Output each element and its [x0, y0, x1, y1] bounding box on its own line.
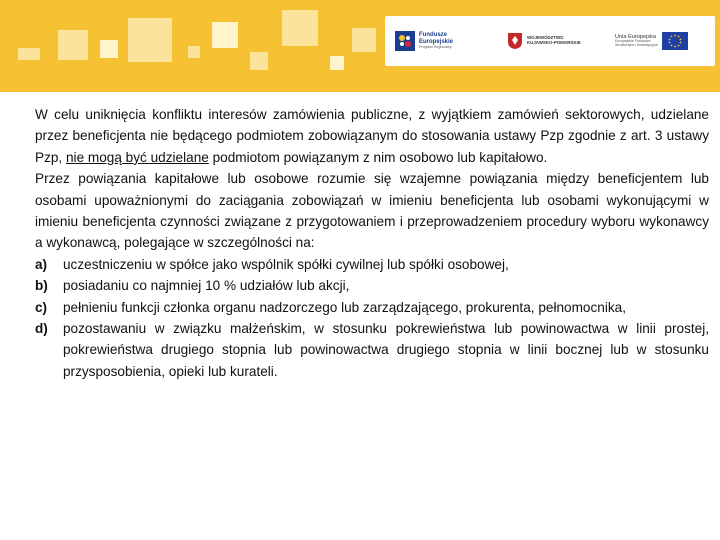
list-item-marker: a) — [35, 256, 48, 272]
coat-of-arms-icon — [507, 32, 523, 50]
list-item-text: pozostawaniu w związku małżeńskim, w stosunku pokrewieństwa lub powinowactwa w linii prostej, pokrewieństwa drugiego stopnia lub powinowactwa drugiego stopnia w linii bocznej lub w stosunku przysposobienia, opieki lub kurateli. — [63, 321, 709, 379]
eu-flag-icon — [662, 32, 688, 50]
header-decoration — [188, 46, 200, 58]
fundusze-name-line2: Europejskie — [419, 39, 454, 46]
header-decoration — [352, 28, 376, 52]
list-item — [35, 275, 709, 296]
list-item-text: pełnieniu funkcji członka organu nadzorczego lub zarządzającego, prokurenta, pełnomocnika, — [63, 299, 626, 315]
region-name-line2: KUJAWSKO-POMORSKIE — [527, 40, 581, 45]
fundusze-subtitle: Program Regionalny — [419, 44, 452, 49]
logo-strip — [385, 16, 715, 66]
header-decoration — [100, 40, 118, 58]
eu-subtitle-line1: Europejskie Fundusze — [615, 39, 651, 44]
header-decoration — [282, 10, 318, 46]
region-logo — [507, 16, 581, 66]
fundusze-logo-text — [419, 32, 453, 49]
paragraph1-underlined-text: nie mogą być udzielane — [65, 149, 209, 165]
list-item — [35, 318, 709, 382]
fundusze-europejskie-logo — [395, 16, 453, 66]
eu-name: Unia Europejska — [615, 33, 657, 40]
list-item-text: uczestniczeniu w spółce jako wspólnik spółki cywilnej lub spółki osobowej, — [63, 256, 509, 272]
eu-logo — [615, 16, 688, 66]
paragraph-definition: Przez powiązania kapitałowe lub osobowe rozumie się wzajemne powiązania między beneficjentem lub osobami upoważnionymi do zaciągania zobowiązań w imieniu beneficjenta lub osobami wykonującymi w imieniu beneficjenta czynności związane z przygotowaniem i przeprowadzeniem procedury wyboru wykonawcy a wykonawcą, polegające w szczególności na: — [35, 171, 709, 251]
eu-subtitle-line2: Strukturalne i Inwestycyjne — [615, 43, 658, 48]
header-decoration — [128, 18, 172, 62]
list-item-text: posiadaniu co najmniej 10 % udziałów lub akcji, — [63, 278, 350, 294]
paragraph-conflict-of-interest — [35, 104, 709, 168]
list-item — [35, 297, 709, 318]
paragraph1-text-before: W celu uniknięcia konfliktu interesów zamówienia publiczne, z wyjątkiem zamówień sektorowych, udzielane przez beneficjenta nie będącego podmiotem zobowiązanym do stosowania ustawy Pzp zgodnie z art. 3 ustawy Pzp, — [35, 107, 709, 165]
paragraph1-text-after: podmiotom powiązanym z nim osobowo lub kapitałowo. — [208, 149, 548, 165]
header-decoration — [250, 52, 268, 70]
eu-logo-text — [615, 34, 659, 48]
header-decoration — [330, 56, 344, 70]
header-decoration — [58, 30, 88, 60]
fundusze-europejskie-icon — [395, 31, 415, 51]
document-body — [35, 104, 709, 382]
fundusze-name-line1: Fundusze — [419, 32, 447, 39]
list-item-marker: d) — [35, 321, 48, 337]
header-band — [0, 0, 720, 92]
header-decoration — [18, 48, 40, 60]
list-item-marker: c) — [35, 299, 48, 315]
region-name-line1: WOJEWÓDZTWO — [527, 35, 564, 41]
list-item — [35, 254, 709, 275]
header-decoration — [212, 22, 238, 48]
list-item-marker: b) — [35, 278, 48, 294]
connections-list — [35, 254, 709, 382]
region-logo-text — [527, 36, 581, 46]
